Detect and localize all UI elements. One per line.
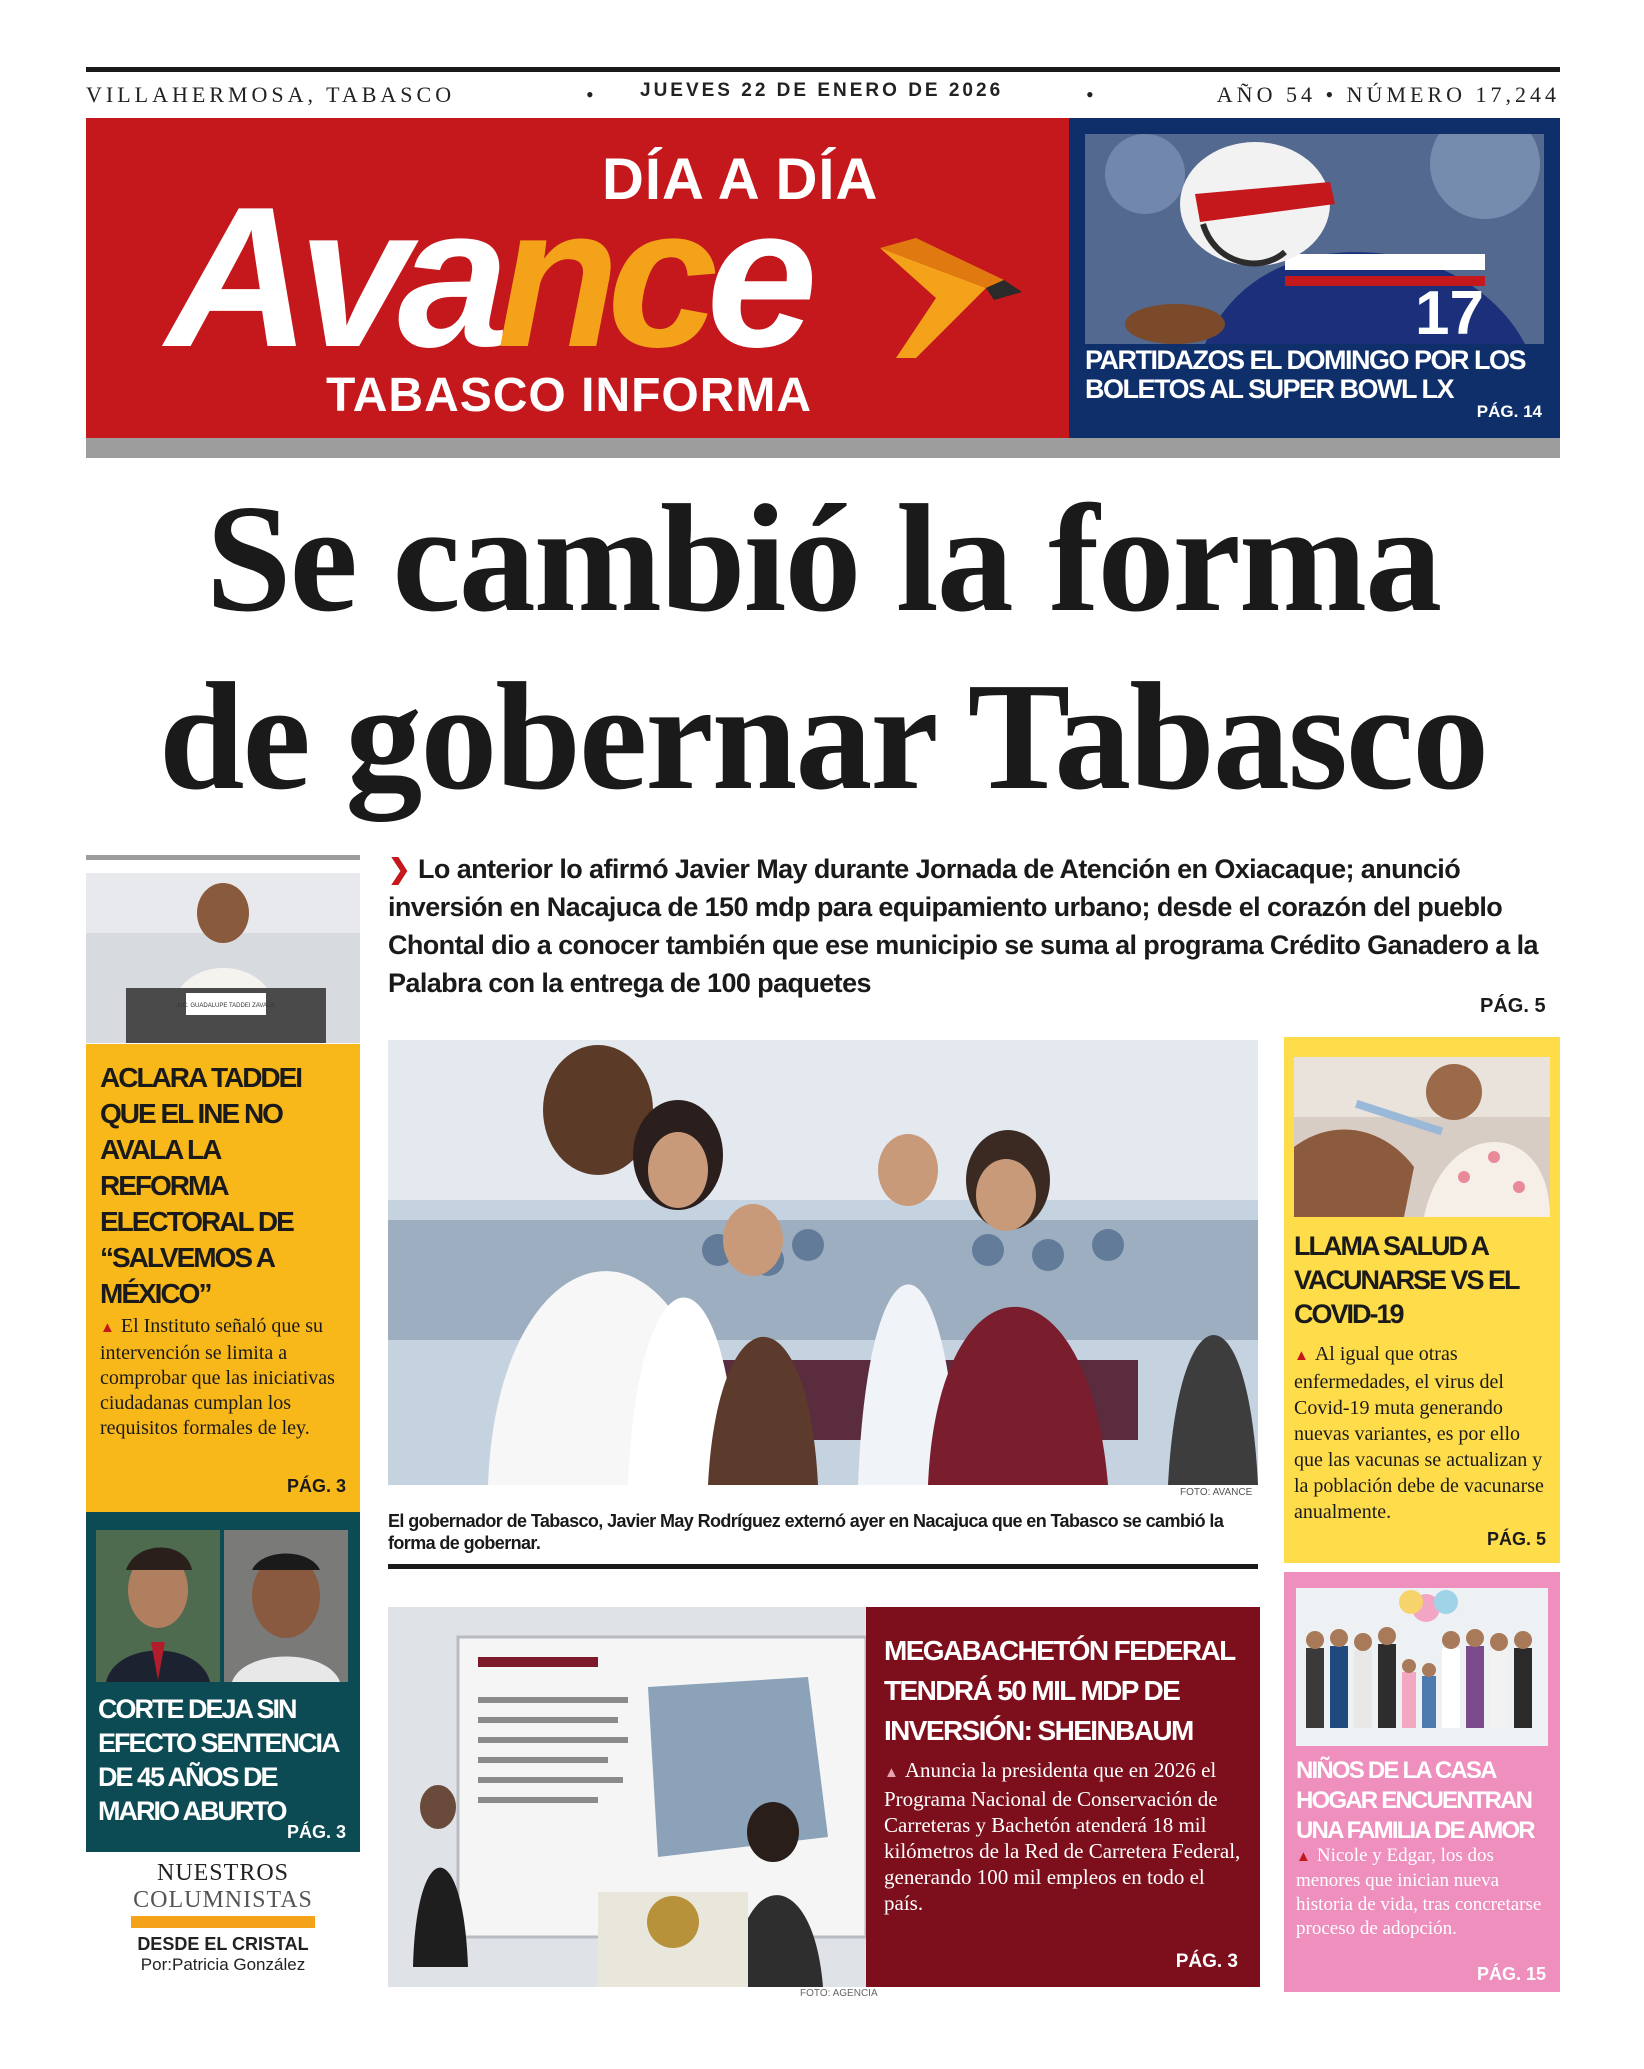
main-photo	[388, 1040, 1258, 1485]
dateline-issue: AÑO 54 • NÚMERO 17,244	[1216, 82, 1560, 107]
bottom-story-page-ref: PÁG. 3	[1175, 1951, 1238, 1972]
dateline-separator-icon: •	[1086, 82, 1098, 107]
triangle-up-icon: ▲	[1294, 1348, 1309, 1364]
left-column-rule	[86, 855, 360, 860]
logo-text-part3: e	[706, 166, 806, 389]
right-story-1-headline[interactable]: LLAMA SALUD A VACUNARSE VS EL COVID-19	[1294, 1231, 1519, 1329]
left-story-1-body: El Instituto señaló que su intervención se limita a comprobar que las iniciativas ciudadanas cumplan los requisitos formales de ley.	[100, 1315, 335, 1439]
masthead-tagline-top: DÍA A DÍA	[602, 147, 879, 212]
lede-page-ref: PÁG. 5	[1480, 995, 1546, 1017]
promo-photo-football-player	[1085, 134, 1544, 344]
sheinbaum-photo-credit: FOTO: AGENCIA	[800, 1988, 878, 1999]
right-story-1-text	[1294, 1341, 1550, 1525]
pencil-logo-icon	[876, 208, 1026, 368]
columnistas-box[interactable]	[86, 1860, 360, 1975]
vaccine-photo	[1294, 1057, 1550, 1217]
main-headline[interactable]	[86, 470, 1560, 826]
main-headline-line2: de gobernar Tabasco	[158, 652, 1488, 822]
right-story-2[interactable]	[1284, 1572, 1560, 1992]
right-story-1-page-ref: PÁG. 5	[1486, 1529, 1546, 1549]
right-story-2-headline[interactable]: NIÑOS DE LA CASA HOGAR ENCUENTRAN UNA FAMILIA DE AMOR	[1296, 1757, 1534, 1844]
dateline-separator-icon: •	[586, 82, 598, 107]
left-story-2[interactable]	[86, 1512, 360, 1852]
promo-box[interactable]	[1069, 118, 1560, 438]
left-story-2-page-ref: PÁG. 3	[286, 1822, 346, 1842]
aburto-photo	[96, 1530, 220, 1682]
column-author: Por:Patricia González	[140, 1955, 306, 1974]
dateline-city: VILLAHERMOSA, TABASCO	[86, 82, 456, 107]
masthead-gray-bar	[86, 438, 1560, 458]
columnistas-title1: NUESTROS	[156, 1860, 290, 1886]
bottom-story[interactable]	[866, 1607, 1260, 1987]
logo-text-part1: Ava	[166, 166, 497, 389]
right-story-1[interactable]	[1284, 1037, 1560, 1563]
lede	[388, 850, 1560, 1002]
left-story-1-text	[100, 1314, 350, 1441]
dateline	[86, 80, 1560, 110]
mugshot-photo	[224, 1530, 348, 1682]
sheinbaum-photo	[388, 1607, 866, 1987]
bottom-story-text	[884, 1757, 1244, 1916]
main-photo-credit: FOTO: AVANCE	[1180, 1487, 1253, 1498]
taddei-nameplate: LIC. GUADALUPE TADDEI ZAVALA	[177, 1003, 275, 1009]
right-story-2-body: Nicole y Edgar, los dos menores que inician nueva historia de vida, tras concretarse proceso de adopción.	[1296, 1845, 1542, 1939]
right-story-2-text	[1296, 1844, 1548, 1941]
masthead-tagline-bottom: TABASCO INFORMA	[326, 369, 813, 422]
masthead[interactable]	[86, 118, 1069, 438]
promo-headline[interactable]: PARTIDAZOS EL DOMINGO POR LOS BOLETOS AL SUPER BOWL LX	[1085, 345, 1526, 404]
taddei-photo	[86, 873, 360, 1043]
triangle-up-icon: ▲	[884, 1765, 899, 1781]
right-story-2-page-ref: PÁG. 15	[1476, 1964, 1546, 1984]
right-story-1-body: Al igual que otras enfermedades, el virus del Covid-19 muta generando nuevas variantes, es por ello que las vacunas se actualizan y la población debe de vacunarse anualmente.	[1294, 1343, 1544, 1523]
logo-text-part2: nc	[496, 166, 707, 389]
casa-hogar-photo	[1296, 1588, 1548, 1746]
columnistas-accent-bar	[131, 1916, 315, 1928]
top-rule	[86, 67, 1560, 72]
main-headline-line1: Se cambió la forma	[205, 474, 1441, 644]
column-name[interactable]: DESDE EL CRISTAL	[137, 1934, 309, 1954]
chevron-right-icon: ❯	[388, 854, 411, 884]
bottom-story-headline[interactable]: MEGABACHETÓN FEDERAL TENDRÁ 50 MIL MDP DE INVERSIÓN: SHEINBAUM	[884, 1635, 1235, 1746]
lede-text: Lo anterior lo afirmó Javier May durante Jornada de Atención en Oxiacaque; anunció inversión en Nacajuca de 150 mdp para equipamiento urbano; desde el corazón del pueblo Chontal dio a conocer también que ese municipio se suma al programa Crédito Ganadero a la Palabra con la entrega de 100 paquetes	[388, 854, 1538, 998]
bottom-story-body: Anuncia la presidenta que en 2026 el Programa Nacional de Conservación de Carreteras y Bachetón atenderá 18 mil kilómetros de la Red de Carretera Federal, generando 100 mil empleos en todo el país.	[884, 1758, 1241, 1915]
dateline-date: JUEVES 22 DE ENERO DE 2026	[640, 80, 1004, 101]
columnistas-title2: COLUMNISTAS	[133, 1887, 313, 1913]
promo-page-ref: PÁG. 14	[1476, 402, 1542, 421]
left-story-1[interactable]	[86, 1044, 360, 1512]
left-story-2-headline[interactable]: CORTE DEJA SIN EFECTO SENTENCIA DE 45 AÑOS DE MARIO ABURTO	[98, 1694, 338, 1826]
triangle-up-icon: ▲	[100, 1320, 115, 1336]
left-story-1-page-ref: PÁG. 3	[286, 1476, 346, 1496]
main-photo-caption: El gobernador de Tabasco, Javier May Rodríguez externó ayer en Nacajuca que en Tabasco se cambió la forma de gobernar.	[388, 1511, 1224, 1553]
triangle-up-icon: ▲	[1296, 1849, 1311, 1865]
jersey-number: 17	[1415, 279, 1484, 344]
caption-rule	[388, 1564, 1258, 1569]
left-story-1-headline[interactable]: ACLARA TADDEI QUE EL INE NO AVALA LA REFORMA ELECTORAL DE “SALVEMOS A MÉXICO”	[100, 1062, 302, 1309]
